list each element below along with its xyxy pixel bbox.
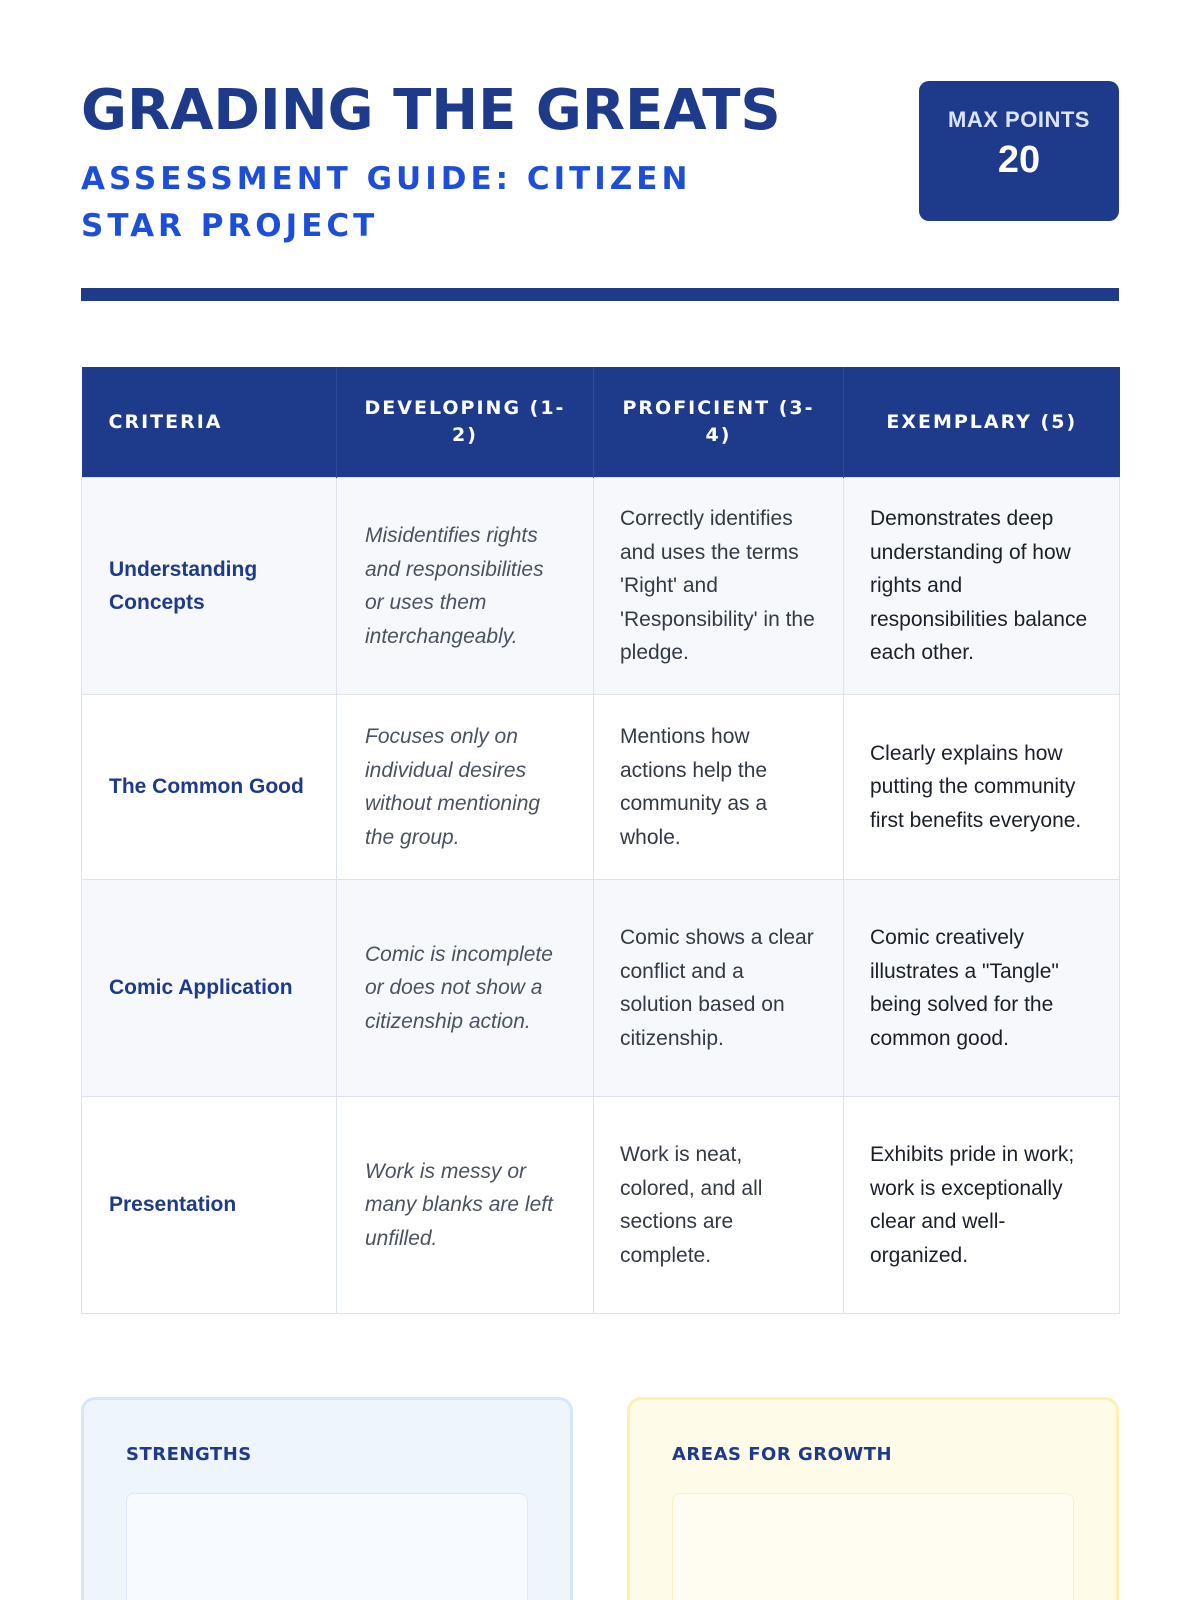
exemplary-cell: Clearly explains how putting the community first benefits everyone. [844,695,1120,880]
developing-cell: Misidentifies rights and responsibilities or uses them interchangeably. [337,478,594,695]
strengths-box [81,1397,573,1600]
max-points-value: 20 [997,139,1041,181]
proficient-cell: Mentions how actions help the community as a whole. [594,695,844,880]
exemplary-cell: Comic creatively illustrates a "Tangle" being solved for the common good. [844,880,1120,1097]
table-row [82,880,1120,1097]
table-row [82,1097,1120,1314]
header-divider [81,288,1119,301]
growth-box [627,1397,1119,1600]
column-header-proficient: PROFICIENT (3-4) [594,367,844,478]
rubric-header-row [82,367,1120,478]
proficient-cell: Work is neat, colored, and all sections are complete. [594,1097,844,1314]
proficient-cell: Correctly identifies and uses the terms 'Right' and 'Responsibility' in the pledge. [594,478,844,695]
strengths-input-area[interactable] [126,1493,528,1600]
column-header-criteria: CRITERIA [82,367,337,478]
growth-input-area[interactable] [672,1493,1074,1600]
growth-title: AREAS FOR GROWTH [672,1444,893,1465]
column-header-exemplary: EXEMPLARY (5) [844,367,1120,478]
table-row [82,695,1120,880]
rubric-table [81,367,1120,1314]
column-header-developing: DEVELOPING (1-2) [337,367,594,478]
strengths-title: STRENGTHS [126,1444,252,1465]
table-row [82,478,1120,695]
header [81,0,1119,244]
max-points-label: MAX POINTS [948,107,1090,132]
page-subtitle: ASSESSMENT GUIDE: CITIZEN STAR PROJECT [81,161,692,244]
proficient-cell: Comic shows a clear conflict and a solution based on citizenship. [594,880,844,1097]
developing-cell: Work is messy or many blanks are left unfilled. [337,1097,594,1314]
max-points-badge [919,81,1119,221]
criteria-cell: The Common Good [82,695,337,880]
criteria-cell: Presentation [82,1097,337,1314]
exemplary-cell: Demonstrates deep understanding of how rights and responsibilities balance each other. [844,478,1120,695]
criteria-cell: Understanding Concepts [82,478,337,695]
developing-cell: Focuses only on individual desires without mentioning the group. [337,695,594,880]
criteria-cell: Comic Application [82,880,337,1097]
page-title: GRADING THE GREATS [81,78,781,143]
developing-cell: Comic is incomplete or does not show a citizenship action. [337,880,594,1097]
exemplary-cell: Exhibits pride in work; work is exceptionally clear and well-organized. [844,1097,1120,1314]
feedback-section [81,1397,1119,1600]
